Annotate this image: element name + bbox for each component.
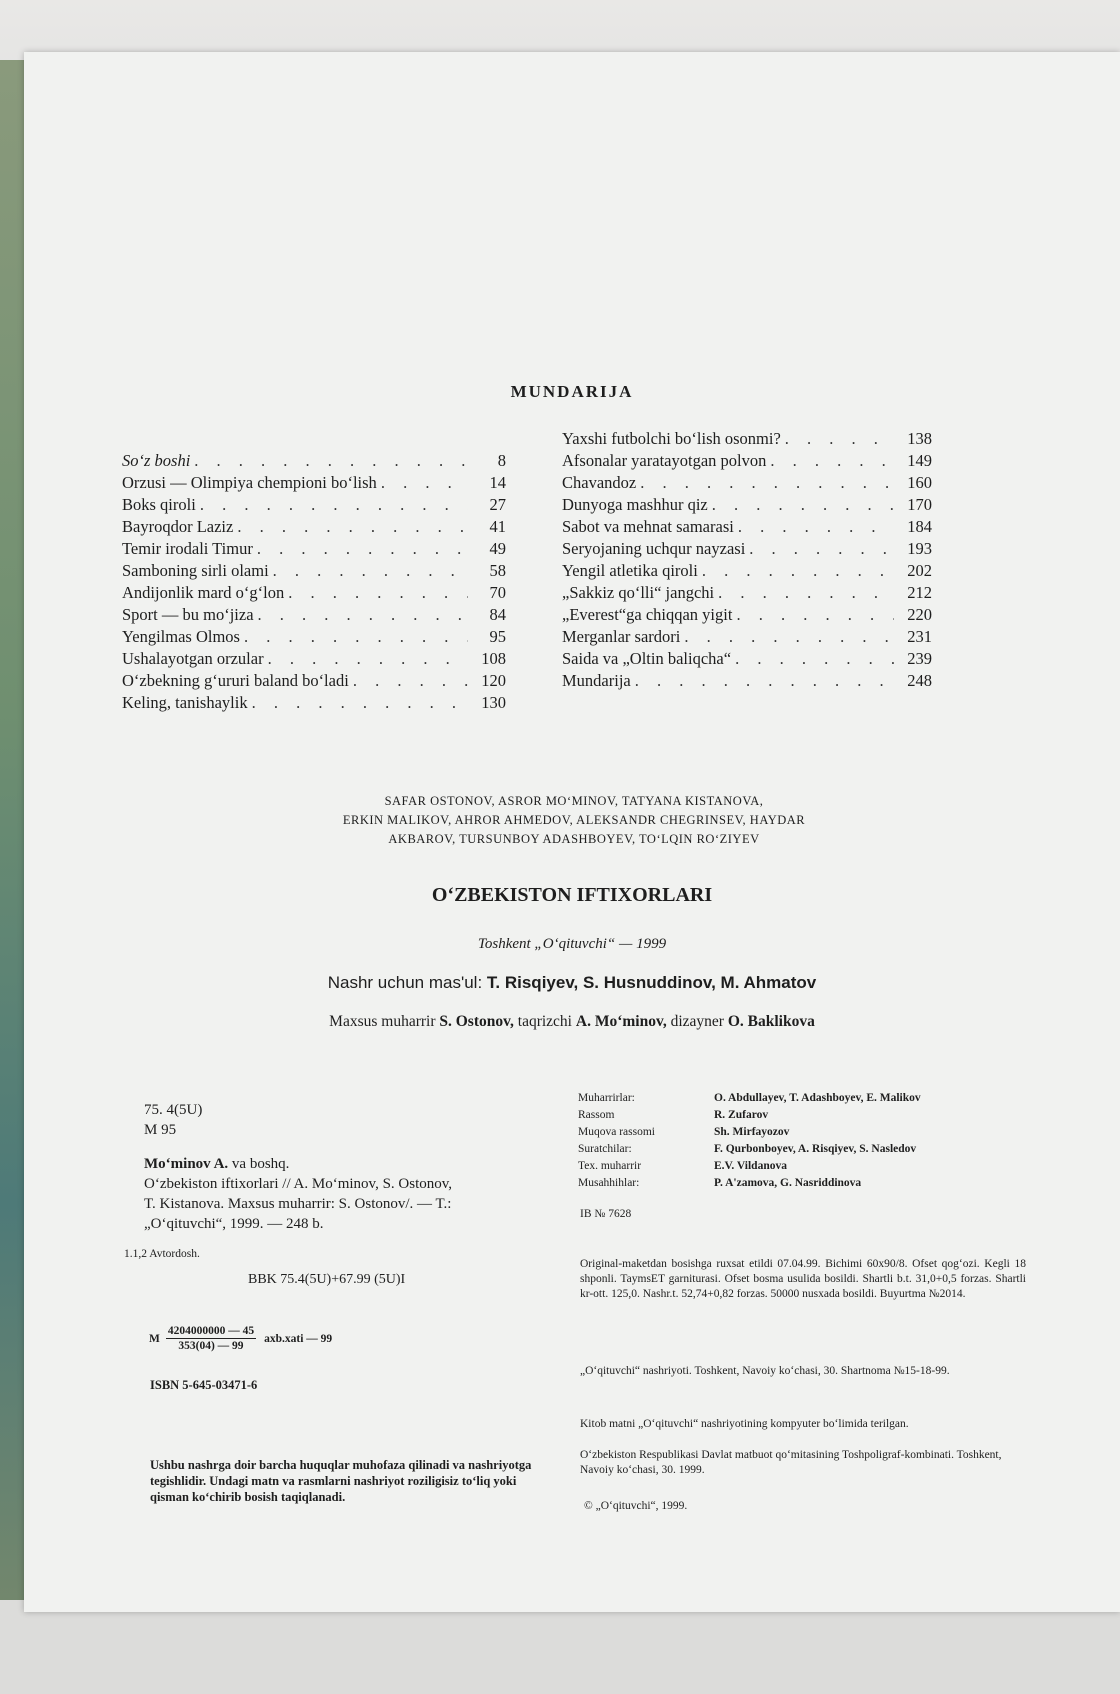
staff-role: Muqova rassomi: [578, 1126, 655, 1138]
toc-entry: [562, 428, 932, 450]
toc-leader-dots: [353, 670, 468, 692]
record-line: T. Kistanova. Maxsus muharrir: S. Ostonov/. — T.:: [144, 1196, 452, 1212]
responsible-line: [24, 973, 1120, 993]
toc-leader-dots: [381, 472, 468, 494]
staff-names: O. Abdullayev, T. Adashboyev, E. Malikov: [714, 1092, 921, 1104]
toc-entry-page: 220: [907, 605, 932, 624]
toc-entry-title: Saida va „Oltin baliqcha“: [562, 649, 732, 668]
authors-line: ERKIN MALIKOV, AHROR AHMEDOV, ALEKSANDR CHEGRINSEV, HAYDAR: [342, 813, 806, 827]
bibliographic-record: [144, 1100, 564, 1234]
designer-name: O. Baklikova: [727, 1013, 815, 1030]
toc-leader-dots: [712, 494, 894, 516]
staff-role: Tex. muharrir: [578, 1160, 642, 1172]
m-code-letter: M: [149, 1332, 160, 1345]
toc-entry-page: 138: [907, 429, 932, 448]
toc-entry-title: Temir irodali Timur: [122, 539, 253, 558]
toc-entry-title: Yengilmas Olmos: [122, 627, 240, 646]
toc-entry: [562, 670, 932, 692]
toc-entry: [122, 648, 506, 670]
toc-entry-page: 27: [489, 495, 506, 514]
background-bottom: [0, 1600, 1120, 1694]
toc-entry-title: Dunyoga mashhur qiz: [562, 495, 708, 514]
editors-line: [24, 1013, 1120, 1031]
m-code-fraction: [166, 1325, 256, 1352]
toc-entry-title: Samboning sirli olami: [122, 561, 269, 580]
toc-entry-title: Afsonalar yaratayotgan polvon: [562, 451, 767, 470]
toc-entry-page: 170: [907, 495, 932, 514]
staff-row: [578, 1175, 921, 1192]
technical-info: Original-maketdan bosishga ruxsat etildi 07.04.99. Bichimi 60x90/8. Ofset qog‘ozi. Kegli 18 shponli. TaymsET garniturasi. Ofset bosma usulida bosildi. Shartli b.t. 31,0+0,5 forzas. Shartli kr-ott. 125,0. Nashr.t. 52,74+0,82 forzas. 50000 nusxada bosildi. Buyurtma №2014.: [580, 1258, 1026, 1300]
toc-entry: [562, 560, 932, 582]
authors-list: [264, 792, 884, 849]
toc-entry: [122, 582, 506, 604]
staff-names: E.V. Vildanova: [714, 1160, 787, 1172]
toc-leader-dots: [244, 626, 468, 648]
designer-label: dizayner: [670, 1013, 724, 1030]
toc-entry: [562, 648, 932, 670]
toc-leader-dots: [635, 670, 894, 692]
toc-right-column: [562, 428, 932, 692]
staff-role: Suratchilar:: [578, 1143, 632, 1155]
toc-leader-dots: [702, 560, 894, 582]
toc-entry-page: 41: [489, 517, 506, 536]
toc-entry-page: 49: [489, 539, 506, 558]
responsible-names: T. Risqiyev, S. Husnuddinov, M. Ahmatov: [486, 973, 817, 992]
toc-entry-title: Sabot va mehnat samarasi: [562, 517, 734, 536]
m-code: [149, 1325, 332, 1352]
imprint-line: Toshkent „O‘qituvchi“ — 1999: [477, 936, 667, 952]
toc-entry-page: 239: [907, 649, 932, 668]
staff-row: [578, 1141, 921, 1158]
toc-entry-page: 193: [907, 539, 932, 558]
toc-entry-page: 212: [907, 583, 932, 602]
staff-names: F. Qurbonboyev, A. Risqiyev, S. Nasledov: [714, 1143, 917, 1155]
toc-entry-page: 149: [907, 451, 932, 470]
toc-entry-page: 160: [907, 473, 932, 492]
toc-entry: [562, 472, 932, 494]
toc-entry-page: 70: [489, 583, 506, 602]
toc-leader-dots: [735, 648, 894, 670]
authors-line: AKBAROV, TURSUNBOY ADASHBOYEV, TO‘LQIN RO‘ZIYEV: [388, 832, 760, 846]
toc-leader-dots: [257, 538, 468, 560]
toc-leader-dots: [736, 604, 894, 626]
toc-entry-title: Andijonlik mard o‘g‘lon: [122, 583, 285, 602]
toc-entry-title: Boks qiroli: [122, 495, 196, 514]
m-code-suffix: axb.xati — 99: [264, 1332, 333, 1345]
staff-names: Sh. Mirfayozov: [714, 1126, 790, 1138]
toc-entry-page: 248: [907, 671, 932, 690]
toc-left-column: [122, 450, 506, 714]
toc-entry-page: 108: [481, 649, 506, 668]
isbn: ISBN 5-645-03471-6: [150, 1378, 258, 1392]
staff-names: P. A'zamova, G. Nasriddinova: [714, 1177, 862, 1189]
toc-entry-title: Seryojaning uchqur nayzasi: [562, 539, 746, 558]
toc-entry: [122, 670, 506, 692]
toc-entry-title: „Everest“ga chiqqan yigit: [562, 605, 733, 624]
authors-line: SAFAR OSTONOV, ASROR MO‘MINOV, TATYANA KISTANOVA,: [384, 794, 764, 808]
avtordosh: 1.1,2 Avtordosh.: [124, 1248, 200, 1260]
rights-notice: Ushbu nashrga doir barcha huquqlar muhofaza qilinadi va nashriyotga tegishlidir. Undagi matn va rasmlarni nashriyot roziligisiz to‘liq yoki qisman ko‘chirib bosish taqiqlanadi.: [150, 1458, 532, 1504]
toc-entry: [122, 516, 506, 538]
toc-entry: [122, 494, 506, 516]
publisher-info: „O‘qituvchi“ nashriyoti. Toshkent, Navoiy ko‘chasi, 30. Shartnoma №15-18-99.: [580, 1365, 950, 1377]
toc-entry-title: Orzusi — Olimpiya chempioni bo‘lish: [122, 473, 377, 492]
toc-entry-title: So‘z boshi: [122, 451, 191, 470]
toc-entry: [122, 538, 506, 560]
toc-entry: [122, 450, 506, 472]
toc-leader-dots: [785, 428, 894, 450]
copyright-notice: © „O‘qituvchi“, 1999.: [584, 1500, 688, 1512]
typeset-info: Kitob matni „O‘qituvchi“ nashriyotining kompyuter bo‘limida terilgan.: [580, 1418, 909, 1430]
special-editor-name: S. Ostonov,: [439, 1013, 514, 1030]
record-line: O‘zbekiston iftixorlari // A. Mo‘minov, S. Ostonov,: [144, 1176, 453, 1192]
m-code-numerator: 4204000000 — 45: [167, 1325, 255, 1337]
toc-entry-page: 14: [489, 473, 506, 492]
record-author-name: Mo‘minov A.: [144, 1156, 229, 1172]
book-page: [24, 52, 1120, 1612]
staff-row: [578, 1090, 921, 1107]
responsible-label: Nashr uchun mas'ul:: [327, 973, 483, 992]
toc-entry: [562, 516, 932, 538]
toc-entry-title: Yaxshi futbolchi bo‘lish osonmi?: [562, 429, 781, 448]
toc-leader-dots: [718, 582, 894, 604]
toc-entry-page: 202: [907, 561, 932, 580]
toc-leader-dots: [273, 560, 468, 582]
reviewer-label: taqrizchi: [517, 1013, 572, 1030]
toc-entry-page: 84: [489, 605, 506, 624]
toc-entry-page: 8: [497, 451, 506, 470]
toc-entry-page: 184: [907, 517, 932, 536]
toc-entry-title: Chavandoz: [562, 473, 637, 492]
toc-entry-title: Sport — bu mo‘jiza: [122, 605, 254, 624]
toc-entry-title: Yengil atletika qiroli: [562, 561, 698, 580]
toc-leader-dots: [252, 692, 468, 714]
toc-entry-page: 120: [481, 671, 506, 690]
toc-entry: [122, 560, 506, 582]
author-mark: M 95: [144, 1122, 177, 1138]
toc-entry: [562, 626, 932, 648]
staff-row: [578, 1158, 921, 1175]
toc-entry-title: „Sakkiz qo‘lli“ jangchi: [562, 583, 715, 602]
staff-names: R. Zufarov: [714, 1109, 769, 1121]
record-author: [144, 1154, 564, 1174]
toc-entry-title: O‘zbekning g‘ururi baland bo‘ladi: [122, 671, 349, 690]
record-line: „O‘qituvchi“, 1999. — 248 b.: [144, 1216, 324, 1232]
record-author-rest: va boshq.: [231, 1156, 290, 1172]
toc-entry-title: Mundarija: [562, 671, 631, 690]
toc-leader-dots: [770, 450, 894, 472]
toc-leader-dots: [258, 604, 468, 626]
staff-role: Muharrirlar:: [578, 1092, 635, 1104]
toc-entry: [122, 692, 506, 714]
toc-entry-page: 95: [489, 627, 506, 646]
toc-entry-title: Bayroqdor Laziz: [122, 517, 234, 536]
book-title: O‘ZBEKISTON IFTIXORLARI: [431, 884, 713, 906]
toc-leader-dots: [288, 582, 468, 604]
toc-leader-dots: [194, 450, 468, 472]
staff-row: [578, 1107, 921, 1124]
toc-leader-dots: [640, 472, 894, 494]
toc-leader-dots: [268, 648, 468, 670]
staff-role: Musahhihlar:: [578, 1177, 640, 1189]
toc-entry: [122, 472, 506, 494]
toc-entry-title: Keling, tanishaylik: [122, 693, 248, 712]
staff-role: Rassom: [578, 1109, 615, 1121]
toc-entry: [562, 582, 932, 604]
toc-entry: [562, 450, 932, 472]
toc-heading: MUNDARIJA: [510, 382, 634, 401]
toc-entry: [562, 604, 932, 626]
toc-entry-title: Merganlar sardori: [562, 627, 681, 646]
m-code-denominator: 353(04) — 99: [178, 1340, 244, 1352]
toc-entry-page: 58: [489, 561, 506, 580]
reviewer-name: A. Mo‘minov,: [575, 1013, 667, 1030]
ib-number: IB № 7628: [580, 1208, 632, 1220]
toc-leader-dots: [738, 516, 894, 538]
toc-leader-dots: [237, 516, 468, 538]
toc-entry-page: 231: [907, 627, 932, 646]
toc-entry: [122, 604, 506, 626]
toc-leader-dots: [200, 494, 468, 516]
toc-entry-title: Ushalayotgan orzular: [122, 649, 264, 668]
bbk-code: BBK 75.4(5U)+67.99 (5U)I: [248, 1272, 406, 1287]
staff-row: [578, 1124, 921, 1141]
udc-code: 75. 4(5U): [144, 1102, 203, 1118]
toc-entry: [562, 538, 932, 560]
toc-entry: [562, 494, 932, 516]
staff-list: [578, 1090, 921, 1192]
special-editor-label: Maxsus muharrir: [329, 1013, 436, 1030]
printer-info: O‘zbekiston Respublikasi Davlat matbuot qo‘mitasining Toshpoligraf-kombinati. Toshkent, Navoiy ko‘chasi, 30. 1999.: [580, 1449, 1002, 1476]
toc-leader-dots: [749, 538, 894, 560]
toc-entry-page: 130: [481, 693, 506, 712]
toc-entry: [122, 626, 506, 648]
toc-leader-dots: [684, 626, 894, 648]
